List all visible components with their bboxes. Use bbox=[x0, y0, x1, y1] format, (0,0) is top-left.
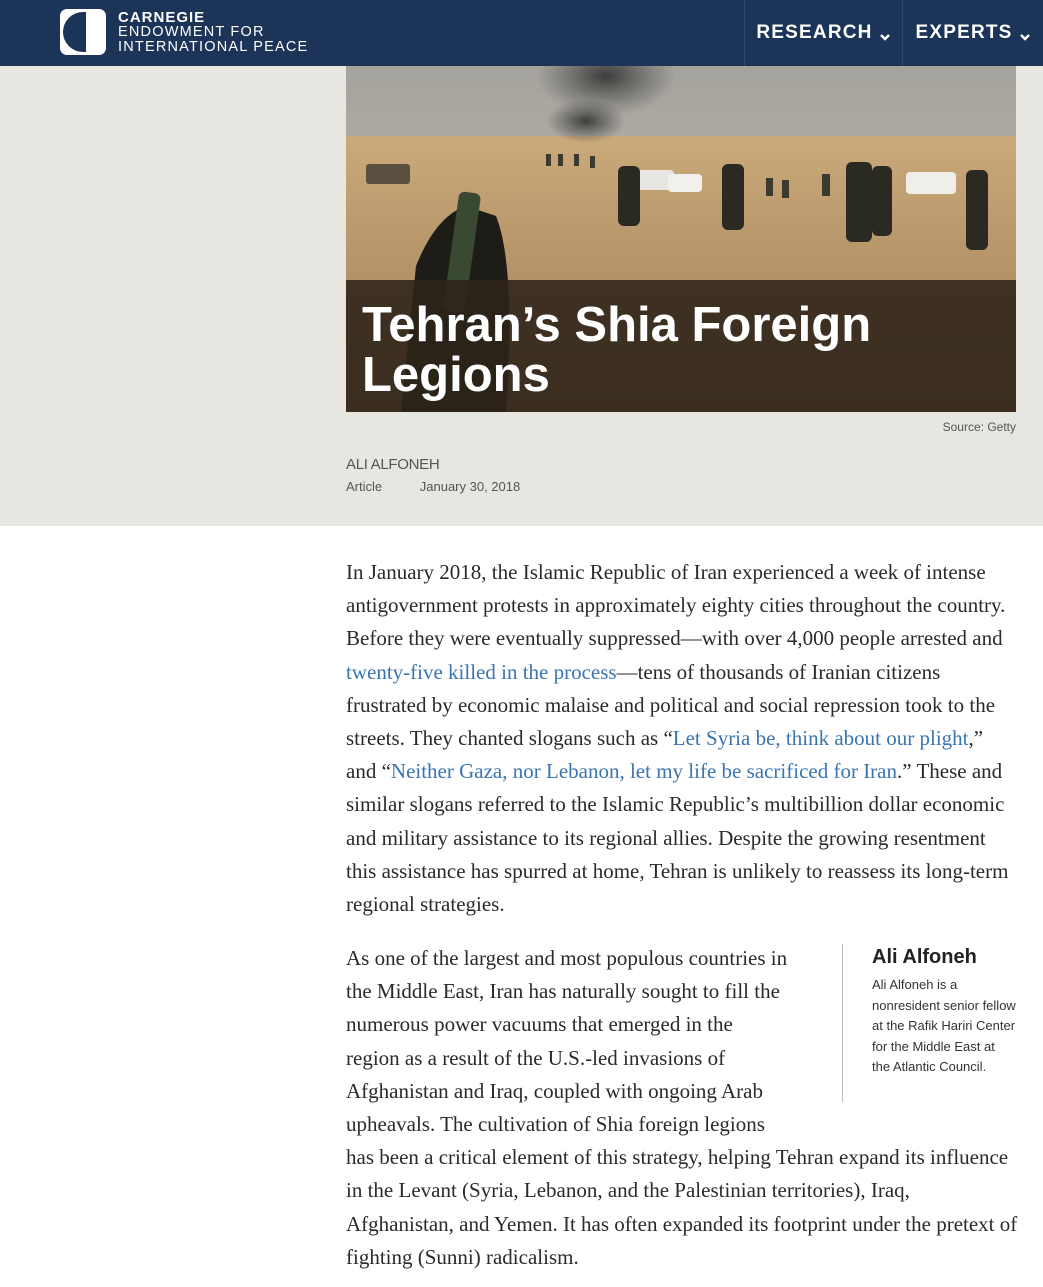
nav-research[interactable] bbox=[744, 0, 902, 66]
paragraph-text: In January 2018, the Islamic Republic of Iran experienced a week of intense antigovernment protests in approximately eighty cities throughout the country. Before they were eventually suppressed—with over 4,000 people arrested and bbox=[346, 560, 1006, 651]
paragraph-line: region as a result of the U.S.-led invasions of bbox=[346, 1045, 726, 1070]
nav-experts[interactable] bbox=[902, 0, 1043, 66]
page-title: Tehran’s Shia Foreign Legions bbox=[362, 298, 872, 402]
title-overlay bbox=[346, 280, 1016, 412]
article-paragraph-1 bbox=[346, 556, 1018, 921]
bio-description: Ali Alfoneh is a nonresident senior fellow at the Rafik Hariri Center for the Middle East at the Atlantic Council. bbox=[872, 977, 1016, 1074]
logo-wordmark bbox=[118, 10, 308, 55]
chevron-down-icon bbox=[879, 27, 891, 39]
paragraph-text: ,” and “ bbox=[346, 726, 984, 784]
article-meta bbox=[346, 479, 520, 494]
publish-date: January 30, 2018 bbox=[419, 479, 521, 494]
link-let-syria-be[interactable]: Let Syria be, think about our plight bbox=[672, 726, 969, 751]
paragraph-text: .” These and similar slogans referred to the Islamic Republic’s multibillion dollar economic and military assistance to its regional allies. Despite the growing resentment this assistance has spurred at home, Tehran is unlikely to reassess its long-term regional strategies. bbox=[346, 759, 1009, 917]
author-bio-card bbox=[842, 944, 1016, 1102]
paragraph-text: has been a critical element of this strategy, helping Tehran expand its influence in the Levant (Syria, Lebanon, and the Palestinian territories), Iraq, Afghanistan, and Yemen. It has often expanded its footprint under the pretext of fighting (Sunni) radicalism. bbox=[346, 1145, 1018, 1269]
paragraph-line: As one of the largest and most populous countries in bbox=[346, 946, 788, 970]
carnegie-logo[interactable] bbox=[60, 8, 308, 56]
logo-line-endowment: ENDOWMENT FOR bbox=[118, 23, 265, 40]
carnegie-logo-icon bbox=[60, 9, 106, 55]
paragraph-line: Afghanistan and Iraq, coupled with ongoing Arab bbox=[346, 1078, 763, 1103]
top-navigation bbox=[0, 0, 1043, 66]
bio-author-name[interactable]: Ali Alfoneh bbox=[872, 946, 977, 968]
paragraph-line: the Middle East, Iran has naturally sought to fill the bbox=[346, 979, 780, 1004]
link-twenty-five-killed[interactable]: twenty-five killed in the process bbox=[346, 659, 617, 684]
link-neither-gaza[interactable]: Neither Gaza, nor Lebanon, let my life be sacrificed for Iran bbox=[390, 759, 897, 784]
image-source-credit: Source: Getty bbox=[942, 420, 1016, 434]
nav-experts-label: EXPERTS bbox=[915, 22, 1013, 43]
paragraph-text: —tens of thousands of Iranian citizens frustrated by economic malaise and political and social repression took to the streets. They chanted slogans such as “ bbox=[346, 659, 996, 751]
author-link[interactable]: ALI ALFONEH bbox=[346, 456, 440, 473]
chevron-down-icon bbox=[1019, 27, 1031, 39]
logo-line-carnegie: CARNEGIE bbox=[118, 8, 206, 26]
content-type: Article bbox=[346, 479, 383, 494]
paragraph-line: numerous power vacuums that emerged in the bbox=[346, 1012, 733, 1037]
paragraph-line: upheavals. The cultivation of Shia foreign legions bbox=[346, 1112, 765, 1137]
logo-line-peace: INTERNATIONAL PEACE bbox=[118, 38, 309, 55]
nav-research-label: RESEARCH bbox=[756, 22, 873, 43]
